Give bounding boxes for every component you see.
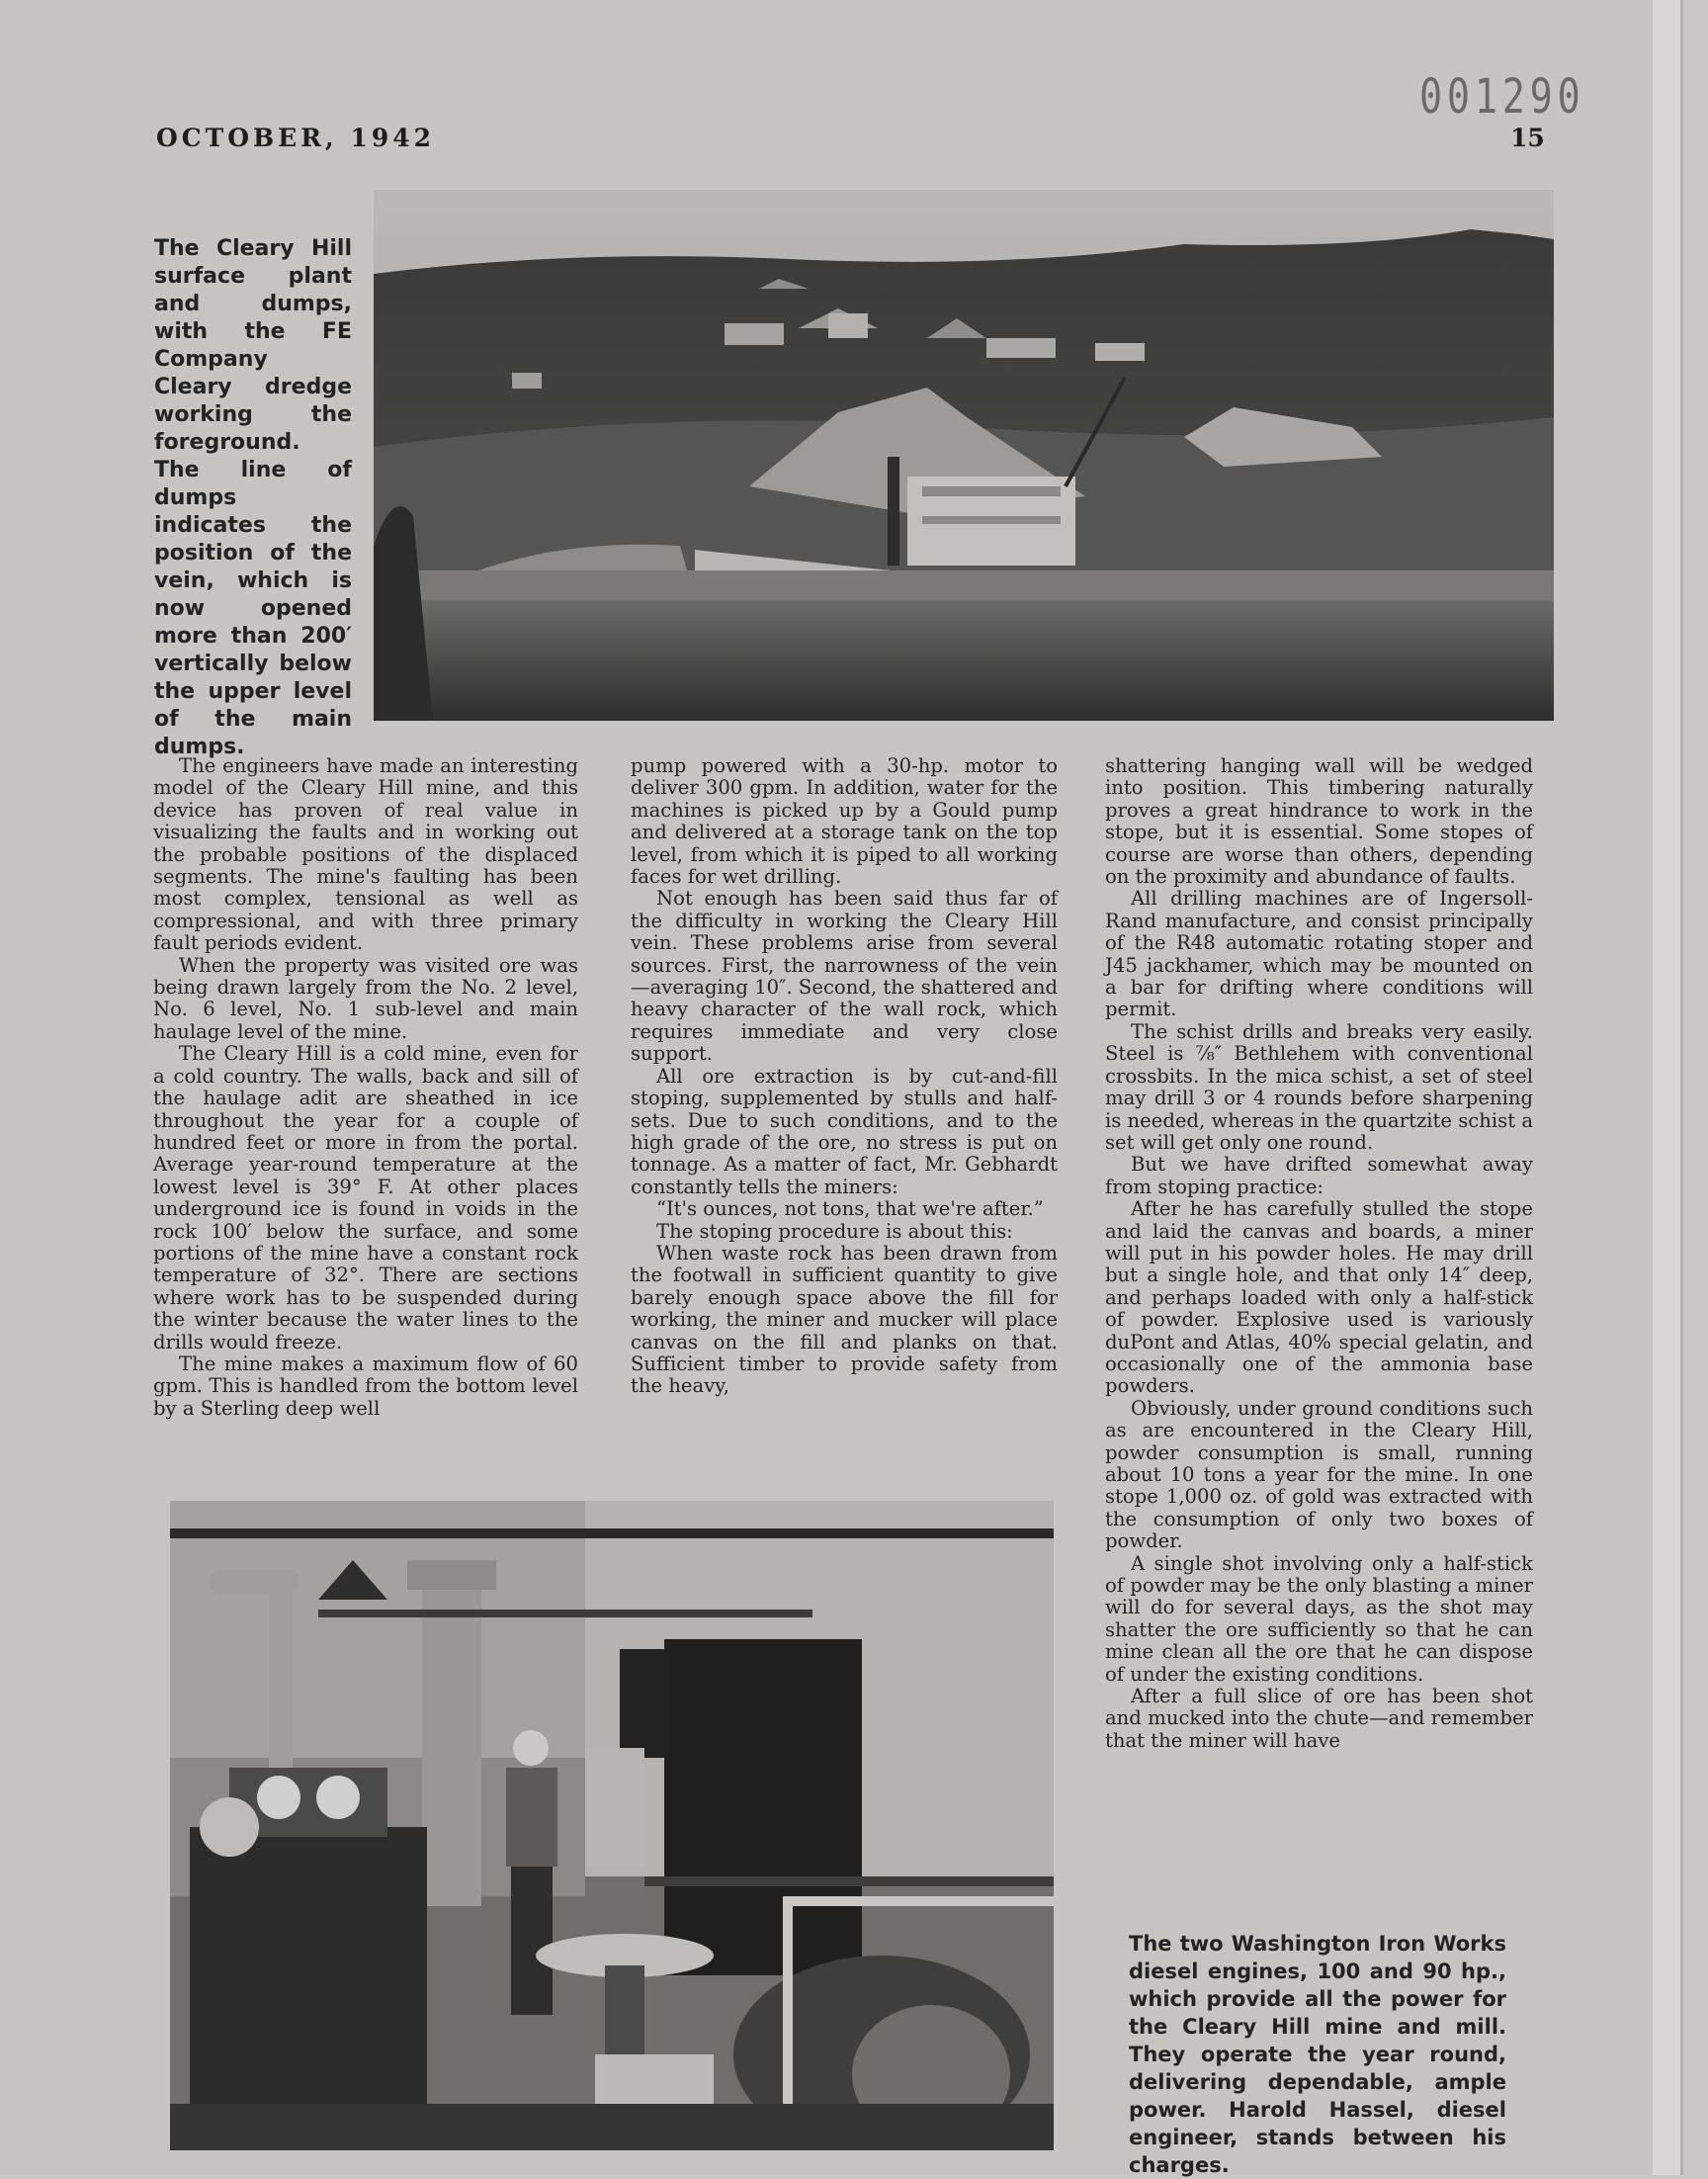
page-edge	[1653, 0, 1680, 2175]
paragraph: The mine makes a maximum flow of 60 gpm. This is handled from the bottom level by a Sterling deep well	[153, 1351, 578, 1420]
paragraph: The schist drills and breaks very easily. Steel is ⅞″ Bethlehem with conventional crossbits. In the mica schist, a set of steel may drill 3 or 4 rounds before sharpening is needed, whereas in the quartzite schist a set will get only one round.	[1105, 1019, 1533, 1154]
text-column-3	[1105, 755, 1533, 1752]
paragraph: Not enough has been said thus far of the difficulty in working the Cleary Hill vein. These problems arise from several sources. First, the narrowness of the vein—averaging 10″. Second, the shattered and heavy character of the wall rock, which requires immediate and very close support.	[631, 887, 1058, 1066]
paragraph: A single shot involving only a half-stick of powder may be the only blasting a miner will do for several days, as the shot may shatter the ore sufficiently so that he can mine clean all the ore that he can dispose of under the existing conditions.	[1105, 1551, 1533, 1686]
paragraph: The stoping procedure is about this:	[656, 1219, 1013, 1243]
surface-plant-photo	[374, 190, 1554, 721]
paragraph: When the property was visited ore was being drawn largely from the No. 2 level, No. 6 level, No. 1 sub-level and main haulage level of the mine.	[153, 953, 578, 1043]
paragraph-continued: shattering hanging wall will be wedged into position. This timbering naturally proves a great hindrance to work in the stope, but it is essential. Some stopes of course are worse than others, depending on the proximity and abundance of faults.	[1105, 754, 1533, 889]
paragraph: The Cleary Hill is a cold mine, even for a cold country. The walls, back and sill of the haulage adit are sheathed in ice throughout the year for a couple of hundred feet or more in from the portal. Average year-round temperature at the lowest level is 39° F. At other places underground ice is found in voids in the rock 100′ below the surface, and some portions of the mine have a constant rock temperature of 32°. There are sections where work has to be suspended during the winter because the water lines to the drills would freeze.	[153, 1042, 578, 1353]
paragraph: When waste rock has been drawn from the footwall in sufficient quantity to give barely enough space above the fill for working, the miner and mucker will place canvas on the fill and planks on that. Sufficient timber to provide safety from the heavy,	[631, 1241, 1058, 1398]
paragraph: All drilling machines are of Ingersoll-Rand manufacture, and consist principally of the R48 automatic rotating stoper and J45 jackhamer, which may be mounted on a bar for drifting where conditions will permit.	[1105, 887, 1533, 1021]
paragraph-quote: “It's ounces, not tons, that we're after.”	[656, 1197, 1044, 1221]
page-stamp-number: 001290	[1419, 69, 1585, 125]
surface-plant-photo-image	[374, 190, 1554, 721]
issue-date: OCTOBER, 1942	[156, 124, 436, 152]
paragraph-continued: pump powered with a 30-hp. motor to deliver 300 gpm. In addition, water for the machines is picked up by a Gould pump and delivered at a storage tank on the top level, from which it is piped to all working faces for wet drilling.	[631, 754, 1058, 889]
paragraph: After a full slice of ore has been shot and mucked into the chute—and remember that the miner will have	[1105, 1685, 1533, 1752]
diesel-engines-photo-image	[170, 1501, 1054, 2150]
page-number: 15	[1510, 124, 1545, 152]
paragraph: All ore extraction is by cut-and-fill stoping, supplemented by stulls and half-sets. Due to such conditions, and to the high grade of the ore, no stress is put on tonnage. As a matter of fact, Mr. Gebhardt constantly tells the miners:	[631, 1064, 1058, 1198]
bottom-photo-caption: The two Washington Iron Works diesel engines, 100 and 90 hp., which provide all the power for the Cleary Hill mine and mill. They operate the year round, delivering dependable, ample power. Harold Hassel, diesel engineer, stands between his charges.	[1129, 1932, 1506, 2177]
paragraph: The engineers have made an interesting model of the Cleary Hill mine, and this device has proven of real value in visualizing the faults and in working out the probable positions of the displaced segments. The mine's faulting has been most complex, tensional as well as compressional, and with three primary fault periods evident.	[153, 754, 578, 955]
top-photo-caption: The Cleary Hill surface plant and dumps, with the FE Company Cleary dredge working the foreground. The line of dumps indicates the position of the vein, which is now opened more than 200′ vertically below the upper level of the main dumps.	[154, 236, 352, 759]
text-column-1	[153, 755, 578, 1420]
paragraph: After he has carefully stulled the stope and laid the canvas and boards, a miner will put in his powder holes. He may drill but a single hole, and that only 14″ deep, and perhaps loaded with only a half-stick of powder. Explosive used is variously duPont and Atlas, 40% special gelatin, and occasionally one of the ammonia base powders.	[1105, 1197, 1533, 1398]
diesel-engines-photo	[170, 1501, 1054, 2150]
paragraph: But we have drifted somewhat away from stoping practice:	[1105, 1153, 1533, 1198]
paragraph: Obviously, under ground conditions such as are encountered in the Cleary Hill, powder consumption is small, running about 10 tons a year for the mine. In one stope 1,000 oz. of gold was extracted with the consumption of only two boxes of powder.	[1105, 1396, 1533, 1553]
text-column-2	[631, 755, 1058, 1398]
